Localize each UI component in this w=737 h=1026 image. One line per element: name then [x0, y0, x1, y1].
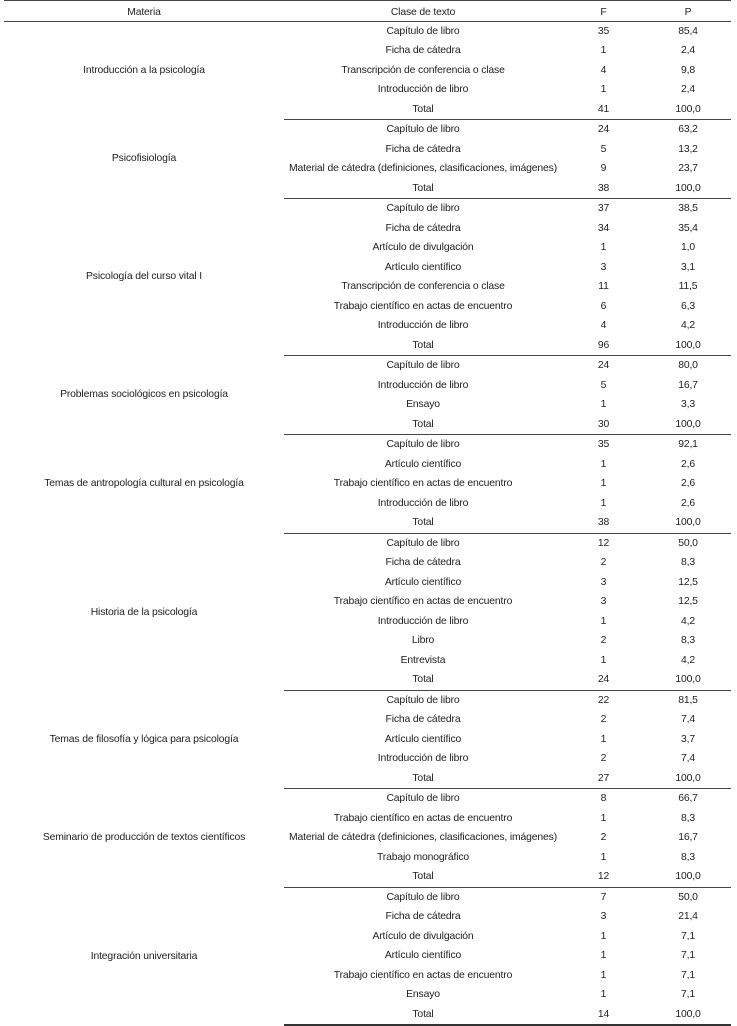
- frequency-cell: 6: [600, 301, 607, 312]
- header-f: F: [562, 5, 645, 22]
- table-row: [4, 789, 731, 810]
- frequency-cell: 2: [600, 635, 607, 646]
- percentage-cell: 2,4: [681, 45, 695, 56]
- frequency-cell: 3: [600, 911, 607, 922]
- percentage-cell: 100,0: [645, 670, 731, 691]
- clase-cell: Trabajo monográfico: [376, 852, 470, 863]
- clase-cell: Ficha de cátedra: [385, 45, 461, 56]
- materia-cell: Historia de la psicología: [90, 606, 198, 618]
- clase-cell: Capítulo de libro: [386, 793, 460, 804]
- clase-cell: Introducción de libro: [377, 498, 469, 509]
- clase-cell: Introducción de libro: [377, 616, 469, 627]
- percentage-cell: 85,4: [678, 26, 698, 37]
- text-types-table: [4, 5, 731, 1026]
- percentage-cell: 100,0: [645, 415, 731, 435]
- materia-cell: Temas de antropología cultural en psicología: [44, 478, 244, 489]
- percentage-cell: 38,5: [678, 203, 698, 214]
- clase-cell: Trabajo científico en actas de encuentro: [333, 970, 513, 981]
- clase-cell: Artículo científico: [384, 734, 462, 745]
- header-materia: Materia: [4, 5, 284, 22]
- clase-cell: Artículo de divulgación: [372, 242, 474, 253]
- frequency-cell: 1: [600, 478, 607, 489]
- materia-cell: Seminario de producción de textos científicos: [42, 832, 246, 843]
- clase-cell: Libro: [411, 635, 435, 646]
- frequency-cell: 41: [562, 100, 645, 120]
- frequency-cell: 1: [600, 931, 607, 942]
- percentage-cell: 16,7: [678, 832, 698, 843]
- percentage-cell: 7,4: [681, 753, 695, 764]
- frequency-cell: 37: [597, 203, 610, 214]
- clase-cell: Capítulo de libro: [386, 892, 460, 903]
- frequency-cell: 1: [600, 84, 607, 95]
- percentage-cell: 81,5: [678, 695, 698, 706]
- clase-cell: Trabajo científico en actas de encuentro: [333, 301, 513, 312]
- clase-cell: Introducción de libro: [377, 84, 469, 95]
- frequency-cell: 8: [600, 793, 607, 804]
- table-row: [4, 435, 731, 456]
- percentage-cell: 3,1: [681, 262, 695, 273]
- frequency-cell: 38: [562, 513, 645, 534]
- frequency-cell: 1: [600, 989, 607, 1000]
- clase-cell: Artículo científico: [384, 459, 462, 470]
- clase-cell: Introducción de libro: [377, 320, 469, 331]
- clase-cell: Ficha de cátedra: [385, 714, 461, 725]
- percentage-cell: 8,3: [681, 635, 695, 646]
- materia-cell: Introducción a la psicología: [83, 65, 205, 77]
- frequency-cell: 34: [597, 223, 610, 234]
- header-row: [4, 5, 731, 22]
- clase-cell: Artículo científico: [384, 262, 462, 273]
- frequency-cell: 12: [597, 538, 610, 549]
- clase-cell: Entrevista: [400, 655, 446, 666]
- percentage-cell: 11,5: [678, 281, 698, 292]
- header-clase: Clase de texto: [284, 5, 562, 22]
- table-row: [4, 199, 731, 220]
- frequency-cell: 1: [600, 852, 607, 863]
- percentage-cell: 13,2: [678, 144, 698, 155]
- table-row: [4, 691, 731, 711]
- percentage-cell: 50,0: [678, 892, 698, 903]
- frequency-cell: 24: [597, 360, 610, 371]
- percentage-cell: 4,2: [681, 320, 695, 331]
- clase-cell: Ficha de cátedra: [385, 557, 461, 568]
- table-body: [4, 22, 731, 1026]
- frequency-cell: 38: [562, 179, 645, 199]
- percentage-cell: 23,7: [678, 163, 698, 174]
- frequency-cell: 1: [600, 734, 607, 745]
- clase-cell: Transcripción de conferencia o clase: [341, 65, 505, 76]
- clase-cell: Ensayo: [406, 399, 440, 410]
- frequency-cell: 1: [600, 45, 607, 56]
- frequency-cell: 3: [600, 262, 607, 273]
- clase-cell: Capítulo de libro: [386, 26, 460, 37]
- frequency-cell: 9: [600, 163, 607, 174]
- frequency-cell: 35: [597, 26, 610, 37]
- percentage-cell: 9,8: [681, 65, 695, 76]
- table-row: [4, 120, 731, 141]
- frequency-cell: 2: [600, 557, 607, 568]
- frequency-cell: 5: [600, 380, 607, 391]
- percentage-cell: 6,3: [681, 301, 695, 312]
- frequency-cell: 3: [600, 596, 607, 607]
- percentage-cell: 7,4: [681, 714, 695, 725]
- total-label-cell: Total: [284, 513, 562, 534]
- frequency-cell: 1: [600, 498, 607, 509]
- percentage-cell: 100,0: [645, 513, 731, 534]
- clase-cell: Artículo de divulgación: [372, 931, 474, 942]
- clase-cell: Capítulo de libro: [386, 538, 460, 549]
- materia-cell: Temas de filosofía y lógica para psicología: [49, 734, 239, 745]
- frequency-cell: 14: [562, 1005, 645, 1025]
- clase-cell: Capítulo de libro: [386, 439, 460, 450]
- frequency-cell: 3: [600, 577, 607, 588]
- clase-cell: Artículo científico: [384, 950, 462, 961]
- frequency-cell: 2: [600, 753, 607, 764]
- percentage-cell: 21,4: [678, 911, 698, 922]
- frequency-cell: 4: [600, 65, 607, 76]
- clase-cell: Trabajo científico en actas de encuentro: [333, 478, 513, 489]
- total-label-cell: Total: [284, 100, 562, 120]
- table-row: [4, 888, 731, 908]
- frequency-cell: 1: [600, 242, 607, 253]
- frequency-cell: 22: [597, 695, 610, 706]
- percentage-cell: 2,6: [681, 498, 695, 509]
- frequency-cell: 4: [600, 320, 607, 331]
- frequency-cell: 1: [600, 655, 607, 666]
- table-row: [4, 534, 731, 554]
- percentage-cell: 16,7: [678, 380, 698, 391]
- clase-cell: Material de cátedra (definiciones, clasificaciones, imágenes): [288, 163, 558, 174]
- frequency-cell: 2: [600, 714, 607, 725]
- clase-cell: Transcripción de conferencia o clase: [341, 281, 505, 292]
- percentage-cell: 100,0: [645, 1005, 731, 1025]
- frequency-cell: 35: [597, 439, 610, 450]
- frequency-cell: 11: [598, 281, 609, 292]
- clase-cell: Introducción de libro: [377, 380, 469, 391]
- clase-cell: Introducción de libro: [377, 753, 469, 764]
- frequency-cell: 1: [600, 970, 607, 981]
- percentage-cell: 3,3: [681, 399, 695, 410]
- frequency-cell: 27: [562, 769, 645, 789]
- header-p: P: [645, 5, 731, 22]
- frequency-cell: 1: [600, 616, 607, 627]
- percentage-cell: 4,2: [681, 616, 695, 627]
- frequency-cell: 7: [600, 892, 607, 903]
- percentage-cell: 100,0: [645, 336, 731, 356]
- table-row: [4, 22, 731, 42]
- percentage-cell: 4,2: [681, 655, 695, 666]
- percentage-cell: 100,0: [645, 179, 731, 199]
- percentage-cell: 92,1: [678, 439, 698, 450]
- frequency-cell: 24: [597, 124, 610, 135]
- frequency-cell: 24: [562, 670, 645, 691]
- clase-cell: Capítulo de libro: [386, 203, 460, 214]
- percentage-cell: 2,6: [681, 478, 695, 489]
- percentage-cell: 8,3: [681, 557, 695, 568]
- total-label-cell: Total: [284, 670, 562, 691]
- frequency-cell: 2: [600, 832, 607, 843]
- percentage-cell: 7,1: [681, 970, 695, 981]
- frequency-cell: 1: [600, 459, 607, 470]
- frequency-cell: 1: [600, 399, 607, 410]
- clase-cell: Capítulo de libro: [386, 360, 460, 371]
- total-label-cell: Total: [284, 179, 562, 199]
- percentage-cell: 8,3: [681, 813, 695, 824]
- percentage-cell: 35,4: [678, 223, 698, 234]
- materia-cell: Problemas sociológicos en psicología: [60, 389, 228, 400]
- clase-cell: Ficha de cátedra: [385, 223, 461, 234]
- clase-cell: Ficha de cátedra: [385, 144, 461, 155]
- frequency-cell: 1: [600, 950, 607, 961]
- total-label-cell: Total: [284, 336, 562, 356]
- total-label-cell: Total: [284, 867, 562, 888]
- percentage-cell: 7,1: [681, 950, 695, 961]
- percentage-cell: 7,1: [681, 931, 695, 942]
- materia-cell: Psicofisiología: [111, 153, 177, 164]
- clase-cell: Trabajo científico en actas de encuentro: [333, 813, 513, 824]
- percentage-cell: 12,5: [678, 596, 698, 607]
- frequency-cell: 12: [562, 867, 645, 888]
- percentage-cell: 100,0: [645, 100, 731, 120]
- total-label-cell: Total: [284, 415, 562, 435]
- percentage-cell: 3,7: [681, 734, 695, 745]
- clase-cell: Capítulo de libro: [386, 124, 460, 135]
- clase-cell: Capítulo de libro: [386, 695, 460, 706]
- percentage-cell: 100,0: [645, 769, 731, 789]
- materia-cell: Integración universitaria: [90, 950, 198, 962]
- percentage-cell: 66,7: [678, 793, 698, 804]
- frequency-cell: 5: [600, 144, 607, 155]
- frequency-cell: 96: [562, 336, 645, 356]
- clase-cell: Material de cátedra (definiciones, clasificaciones, imágenes): [288, 832, 558, 843]
- frequency-cell: 1: [600, 813, 607, 824]
- percentage-cell: 63,2: [678, 124, 698, 135]
- percentage-cell: 1,0: [681, 242, 695, 253]
- clase-cell: Ficha de cátedra: [385, 911, 461, 922]
- percentage-cell: 8,3: [681, 852, 695, 863]
- percentage-cell: 2,6: [681, 459, 695, 470]
- percentage-cell: 80,0: [678, 360, 698, 371]
- clase-cell: Trabajo científico en actas de encuentro: [333, 596, 513, 607]
- frequency-cell: 30: [562, 415, 645, 435]
- materia-cell: Psicología del curso vital I: [86, 271, 202, 282]
- clase-cell: Artículo científico: [384, 577, 462, 588]
- clase-cell: Ensayo: [406, 989, 440, 1000]
- total-label-cell: Total: [284, 1005, 562, 1025]
- table-row: [4, 356, 731, 377]
- percentage-cell: 50,0: [678, 538, 698, 549]
- percentage-cell: 2,4: [681, 84, 695, 95]
- percentage-cell: 7,1: [681, 989, 695, 1000]
- percentage-cell: 12,5: [678, 577, 698, 588]
- total-label-cell: Total: [284, 769, 562, 789]
- percentage-cell: 100,0: [645, 867, 731, 888]
